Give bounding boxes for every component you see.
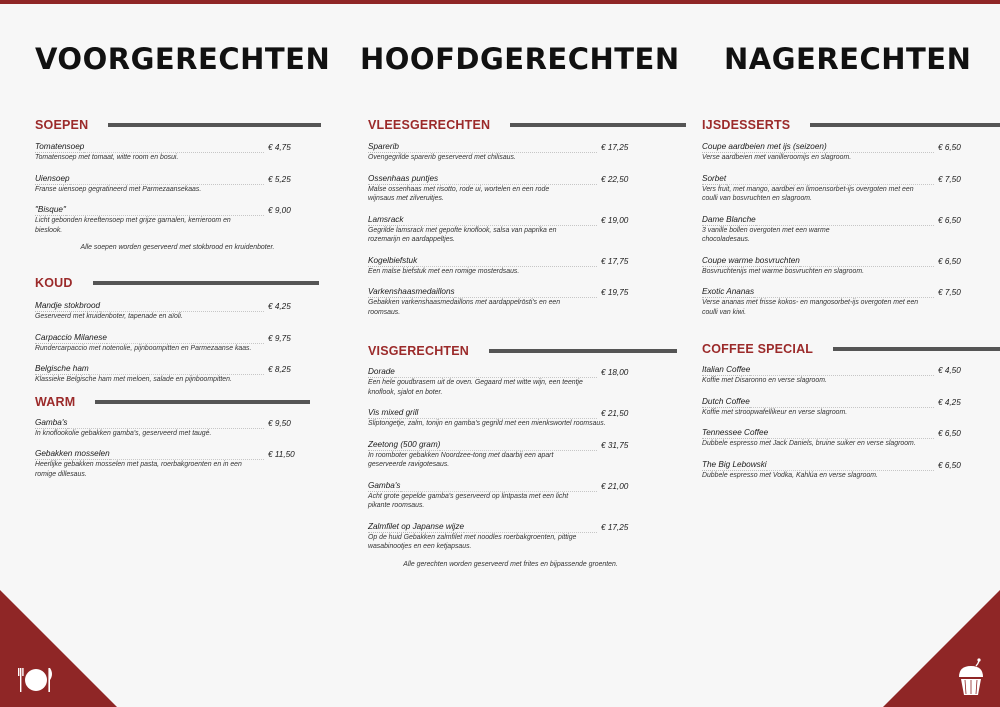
item-price: € 4,75 <box>268 143 291 152</box>
cupcake-icon <box>955 657 987 697</box>
item-name: "Bisque" <box>35 205 66 214</box>
section-title-vis: VISGERECHTEN <box>368 344 470 358</box>
menu-item <box>702 460 1000 481</box>
item-price: € 19,00 <box>601 215 629 225</box>
menu-item <box>35 449 335 479</box>
column-voorgerechten <box>35 117 335 479</box>
item-description: Gegrilde lamsrack met gepofte knoflook, salsa van paprika en rozemarijn en aardappeltjes. <box>368 226 557 243</box>
item-description: Franse uiensoep gegratineerd met Parmezaansekaas. <box>35 185 202 193</box>
item-price: € 17,75 <box>601 256 629 266</box>
menu-item <box>368 367 668 397</box>
item-price: € 11,50 <box>268 450 295 459</box>
item-name: Exotic Ananas <box>702 287 755 296</box>
heading-voorgerechten: VOORGERECHTEN <box>35 42 331 76</box>
menu-item <box>702 428 1000 449</box>
item-description: In knoflookolie gebakken gamba's, geserveerd met taugé. <box>35 429 212 437</box>
item-name: Zeetong (500 gram) <box>368 439 441 449</box>
menu-item <box>35 418 335 439</box>
item-description: Dubbele espresso met Vodka, Kahlúa en verse slagroom. <box>702 471 878 479</box>
item-description: Tomatensoep met tomaat, witte room en bosui. <box>35 154 179 161</box>
menu-item <box>702 397 1000 418</box>
section-rule <box>108 123 321 127</box>
item-name: Gebakken mosselen <box>35 449 110 458</box>
item-price: € 6,50 <box>938 256 961 266</box>
menu-item <box>702 215 1000 245</box>
menu-item <box>702 142 1000 163</box>
item-description: Licht gebonden kreeftensoep met grijze garnalen, kerrieroom en bieslook. <box>35 217 231 234</box>
item-name: Ossenhaas puntjes <box>368 173 439 183</box>
item-description: Rundercarpaccio met notenolie, pijnboompitten en Parmezaanse kaas. <box>35 344 252 352</box>
item-description: Op de huid Gebakken zalmfilet met noodles roerbakgroenten, pittige wasabinootjes en een ketjapsaus. <box>368 533 577 550</box>
item-price: € 6,50 <box>938 215 961 225</box>
menu-item <box>35 142 335 163</box>
item-price: € 7,50 <box>938 174 961 184</box>
section-coffee-special <box>702 341 1000 357</box>
item-price: € 6,50 <box>938 143 961 152</box>
item-price: € 8,25 <box>268 365 291 374</box>
section-title-soepen: SOEPEN <box>35 118 89 132</box>
heading-nagerechten: NAGERECHTEN <box>724 42 972 76</box>
column-nagerechten <box>702 117 1000 480</box>
item-description: 3 vanille bollen overgoten met een warme chocoladesaus. <box>702 226 830 243</box>
item-description: Klassieke Belgische ham met meloen, salade en pijnboompitten. <box>35 376 232 383</box>
item-name: Gamba's <box>35 417 68 427</box>
item-name: Italian Coffee <box>702 365 751 374</box>
section-rule <box>810 123 1000 127</box>
item-name: Kogelbiefstuk <box>368 255 418 265</box>
item-name: Gamba's <box>368 480 401 490</box>
item-price: € 4,25 <box>938 397 961 407</box>
menu-item <box>35 205 335 235</box>
menu-item <box>368 481 668 511</box>
menu-item <box>35 364 335 385</box>
item-description: Bosvruchtenijs met warme bosvruchten en slagroom. <box>702 267 865 275</box>
item-name: Dorade <box>368 367 395 376</box>
item-price: € 18,00 <box>601 368 629 377</box>
column-hoofdgerechten <box>368 117 668 568</box>
item-price: € 7,50 <box>938 288 961 297</box>
item-name: Tomatensoep <box>35 142 85 151</box>
menu-item <box>35 333 335 354</box>
menu-item <box>368 142 668 163</box>
item-price: € 19,75 <box>601 288 629 297</box>
section-title-ijs: IJSDESSERTS <box>702 118 791 132</box>
section-title-coffee: COFFEE SPECIAL <box>702 342 814 356</box>
item-price: € 6,50 <box>938 429 961 438</box>
menu-item <box>368 408 668 429</box>
section-soepen <box>35 117 335 133</box>
item-name: Tennessee Coffee <box>702 428 769 437</box>
item-price: € 17,25 <box>601 522 629 532</box>
menu-item <box>35 301 335 322</box>
item-name: Lamsrack <box>368 214 404 224</box>
item-price: € 22,50 <box>601 174 629 184</box>
item-name: Uiensoep <box>35 173 70 183</box>
top-accent-bar <box>0 0 1000 4</box>
item-name: Dame Blanche <box>702 214 756 224</box>
section-warm <box>35 394 335 410</box>
item-price: € 21,00 <box>601 481 629 491</box>
item-description: In roomboter gebakken Noordzee-tong met daarbij een apart geserveerde ravigotesaus. <box>368 451 554 468</box>
item-price: € 4,25 <box>268 302 291 311</box>
item-name: Sorbet <box>702 173 727 183</box>
section-visgerechten <box>368 343 668 359</box>
heading-hoofdgerechten: HOOFDGERECHTEN <box>360 42 680 76</box>
section-vleesgerechten <box>368 117 668 133</box>
item-name: Belgische ham <box>35 364 89 373</box>
section-title-koud: KOUD <box>35 276 73 290</box>
menu-item <box>368 522 668 552</box>
item-price: € 6,50 <box>938 460 961 470</box>
menu-item <box>702 365 1000 386</box>
section-rule <box>510 123 686 127</box>
item-price: € 9,75 <box>268 333 291 343</box>
item-name: Vis mixed grill <box>368 408 419 417</box>
item-name: Zalmfilet op Japanse wijze <box>368 521 465 531</box>
item-price: € 5,25 <box>268 174 291 184</box>
item-description: Acht grote gepelde gamba's geserveerd op lintpasta met een licht pikante roomsaus. <box>368 492 569 509</box>
item-name: Carpaccio Milanese <box>35 332 107 342</box>
menu-item <box>702 174 1000 204</box>
item-name: Dutch Coffee <box>702 396 750 406</box>
menu-item <box>702 287 1000 317</box>
section-rule <box>95 400 310 404</box>
item-name: Mandje stokbrood <box>35 301 101 310</box>
menu-item <box>702 256 1000 277</box>
item-name: The Big Lebowski <box>702 459 767 469</box>
item-description: Koffie met Disaronno en verse slagroom. <box>702 377 827 384</box>
item-description: Een hele goudbrasem uit de oven. Gegaard met witte wijn, een teentje knoflook, sjalot en boter. <box>368 379 583 396</box>
item-description: Koffie met stroopwafellikeur en verse slagroom. <box>702 408 848 416</box>
item-name: Varkenshaasmedaillons <box>368 287 455 296</box>
section-title-warm: WARM <box>35 394 76 409</box>
item-description: Verse ananas met frisse kokos- en mangosorbet-ijs overgoten met een coulli van kiwi. <box>702 299 919 316</box>
item-description: Verse aardbeien met vanilleroomijs en slagroom. <box>702 154 852 161</box>
item-description: Ovengegrilde sparerib geserveerd met chilisaus. <box>368 154 516 161</box>
section-note: Alle gerechten worden geserveerd met frites en bijpassende groenten. <box>403 560 618 568</box>
item-description: Vers fruit, met mango, aardbei en limoensorbet-ijs overgoten met een coulli van bosvruchten en slagroom. <box>702 185 914 202</box>
menu-item <box>368 287 668 317</box>
item-description: Dubbele espresso met Jack Daniels, bruine suiker en verse slagroom. <box>702 440 916 447</box>
item-price: € 17,25 <box>601 143 629 152</box>
item-description: Malse ossenhaas met risotto, rode ui, wortelen en een rode wijnsaus met zilveruitjes. <box>368 185 550 202</box>
section-rule <box>833 347 1000 351</box>
menu-item <box>368 215 668 245</box>
item-name: Sparerib <box>368 142 399 151</box>
item-price: € 4,50 <box>938 366 961 375</box>
plate-cutlery-icon <box>18 665 54 695</box>
item-name: Coupe aardbeien met ijs (seizoen) <box>702 142 827 151</box>
item-description: Geserveerd met kruidenboter, tapenade en aïoli. <box>35 313 183 320</box>
item-description: Heerlijke gebakken mosselen met pasta, roerbakgroenten en in een romige dillesaus. <box>35 461 242 478</box>
item-price: € 31,75 <box>601 440 629 450</box>
item-price: € 9,00 <box>268 206 291 215</box>
section-ijsdesserts <box>702 117 1000 133</box>
section-koud <box>35 275 335 291</box>
item-price: € 21,50 <box>601 409 629 418</box>
section-rule <box>489 349 677 353</box>
menu-item <box>35 174 335 195</box>
item-description: Sliptongetje, zalm, tonijn en gamba's gegrild met een mienkswortel roomsaus. <box>368 420 606 427</box>
menu-item <box>368 440 668 470</box>
menu-item <box>368 256 668 277</box>
section-note: Alle soepen worden geserveerd met stokbrood en kruidenboter. <box>80 244 275 251</box>
menu-item <box>368 174 668 204</box>
item-name: Coupe warme bosvruchten <box>702 255 800 265</box>
item-description: Gebakken varkenshaasmedaillons met aardappelrösti's en een roomsaus. <box>368 299 561 316</box>
item-price: € 9,50 <box>268 418 291 428</box>
section-rule <box>93 281 319 285</box>
item-description: Een malse biefstuk met een romige mosterdsaus. <box>368 267 520 275</box>
section-title-vlees: VLEESGERECHTEN <box>368 118 491 132</box>
